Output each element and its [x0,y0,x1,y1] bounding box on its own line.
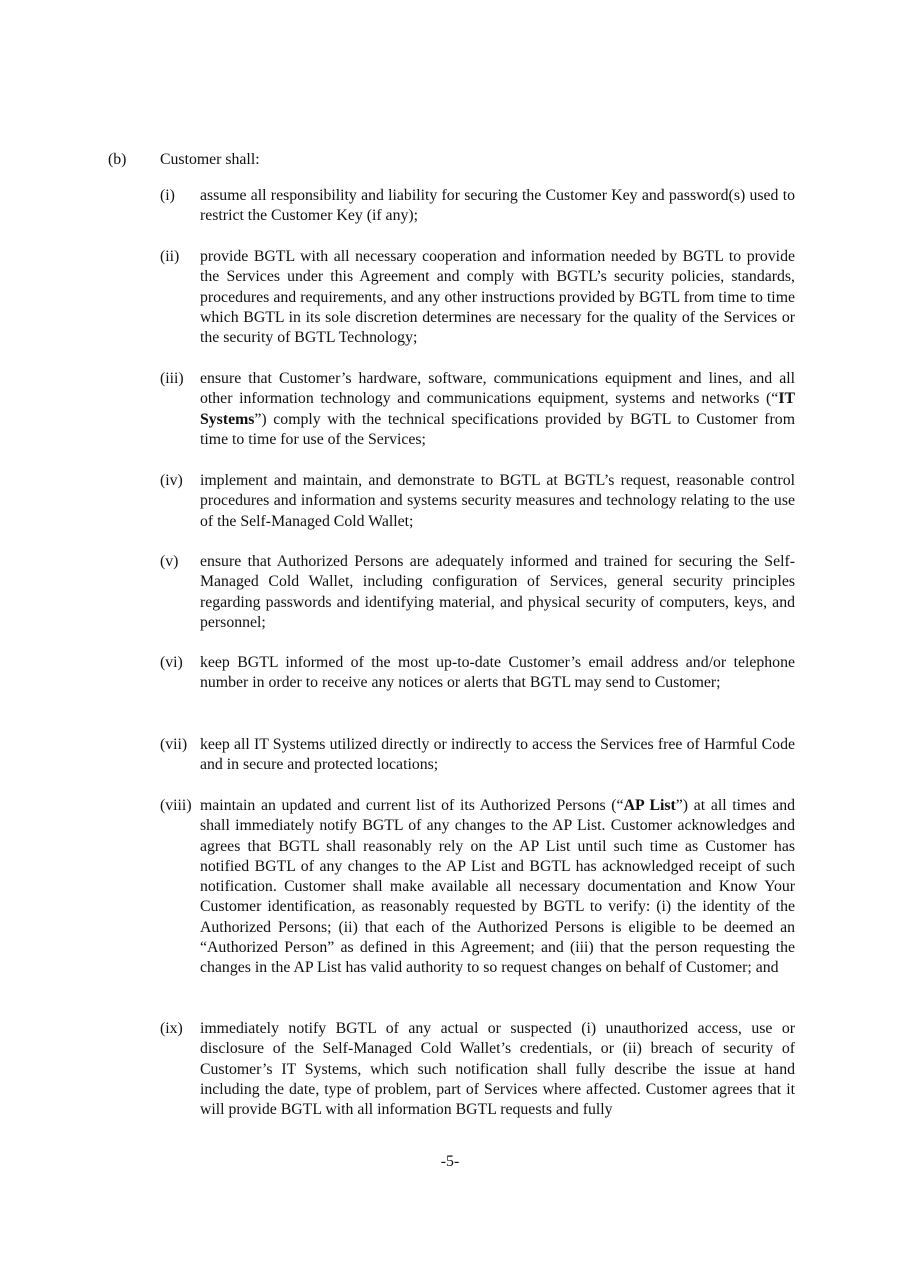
item-text: provide BGTL with all necessary cooperation and information needed by BGTL to provide the Services under this Agreement and comply with BGTL’s security policies, standards, procedures and requirements, and any other instructions provided by BGTL from time to time which BGTL in its sole discretion determines are necessary for the quality of the Services or the security of BGTL Technology; [200,248,795,347]
item-text-part: ”) comply with the technical specifications provided by BGTL to Customer from time to time for use of the Services; [200,410,795,448]
item-text: keep BGTL informed of the most up-to-date Customer’s email address and/or telephone number in order to receive any notices or alerts that BGTL may send to Customer; [200,654,795,692]
item-number: (iii) [160,370,184,387]
page-number: -5- [440,1153,460,1170]
defined-term-it-systems: IT Systems [200,390,795,428]
item-text [200,369,795,450]
item-number: (v) [160,553,179,570]
item-number: (ix) [160,1020,183,1037]
item-text [200,796,795,979]
item-text: immediately notify BGTL of any actual or suspected (i) unauthorized access, use or disclosure of the Self-Managed Cold Wallet’s credentials, or (ii) breach of security of Customer’s IT Systems, which such notification shall fully describe the issue at hand including the date, type of problem, part of Services where affected. Customer agrees that it will provide BGTL with all information BGTL requests and fully [200,1020,795,1119]
defined-term-ap-list: AP List [623,797,676,814]
item-text: ensure that Authorized Persons are adequately informed and trained for securing the Self-Managed Cold Wallet, including configuration of Services, general security principles regarding passwords and identifying material, and physical security of computers, keys, and personnel; [200,553,795,631]
item-text-part: ensure that Customer’s hardware, software, communications equipment and lines, and all other information technology and communications equipment, systems and networks (“ [200,370,795,408]
item-number: (i) [160,187,175,204]
item-text-part: ”) at all times and shall immediately notify BGTL of any changes to the AP List. Customer acknowledges and agrees that BGTL shall reasonably rely on the AP List until such time as Customer has notified BGTL of any changes to the AP List and BGTL has acknowledged receipt of such notification. Customer shall make available all necessary documentation and Know Your Customer identification, as reasonably requested by BGTL to verify: (i) the identity of the Authorized Persons; (ii) that each of the Authorized Persons is eligible to be deemed an “Authorized Person” as defined in this Agreement; and (iii) that the person requesting the changes in the AP List has valid authority to so request changes on behalf of Customer; and [200,797,796,977]
section-label: (b) [108,151,127,168]
item-number: (iv) [160,472,183,489]
item-number: (viii) [160,797,192,814]
item-text: implement and maintain, and demonstrate to BGTL at BGTL’s request, reasonable control procedures and information and systems security measures and technology relating to the use of the Self-Managed Cold Wallet; [200,472,795,530]
item-number: (vii) [160,736,188,753]
item-text: keep all IT Systems utilized directly or indirectly to access the Services free of Harmful Code and in secure and protected locations; [200,736,795,774]
item-number: (ii) [160,248,180,265]
section-intro: Customer shall: [160,151,260,168]
item-number: (vi) [160,654,183,671]
item-text: assume all responsibility and liability for securing the Customer Key and password(s) used to restrict the Customer Key (if any); [200,187,795,225]
item-text-part: maintain an updated and current list of its Authorized Persons (“ [200,797,624,814]
